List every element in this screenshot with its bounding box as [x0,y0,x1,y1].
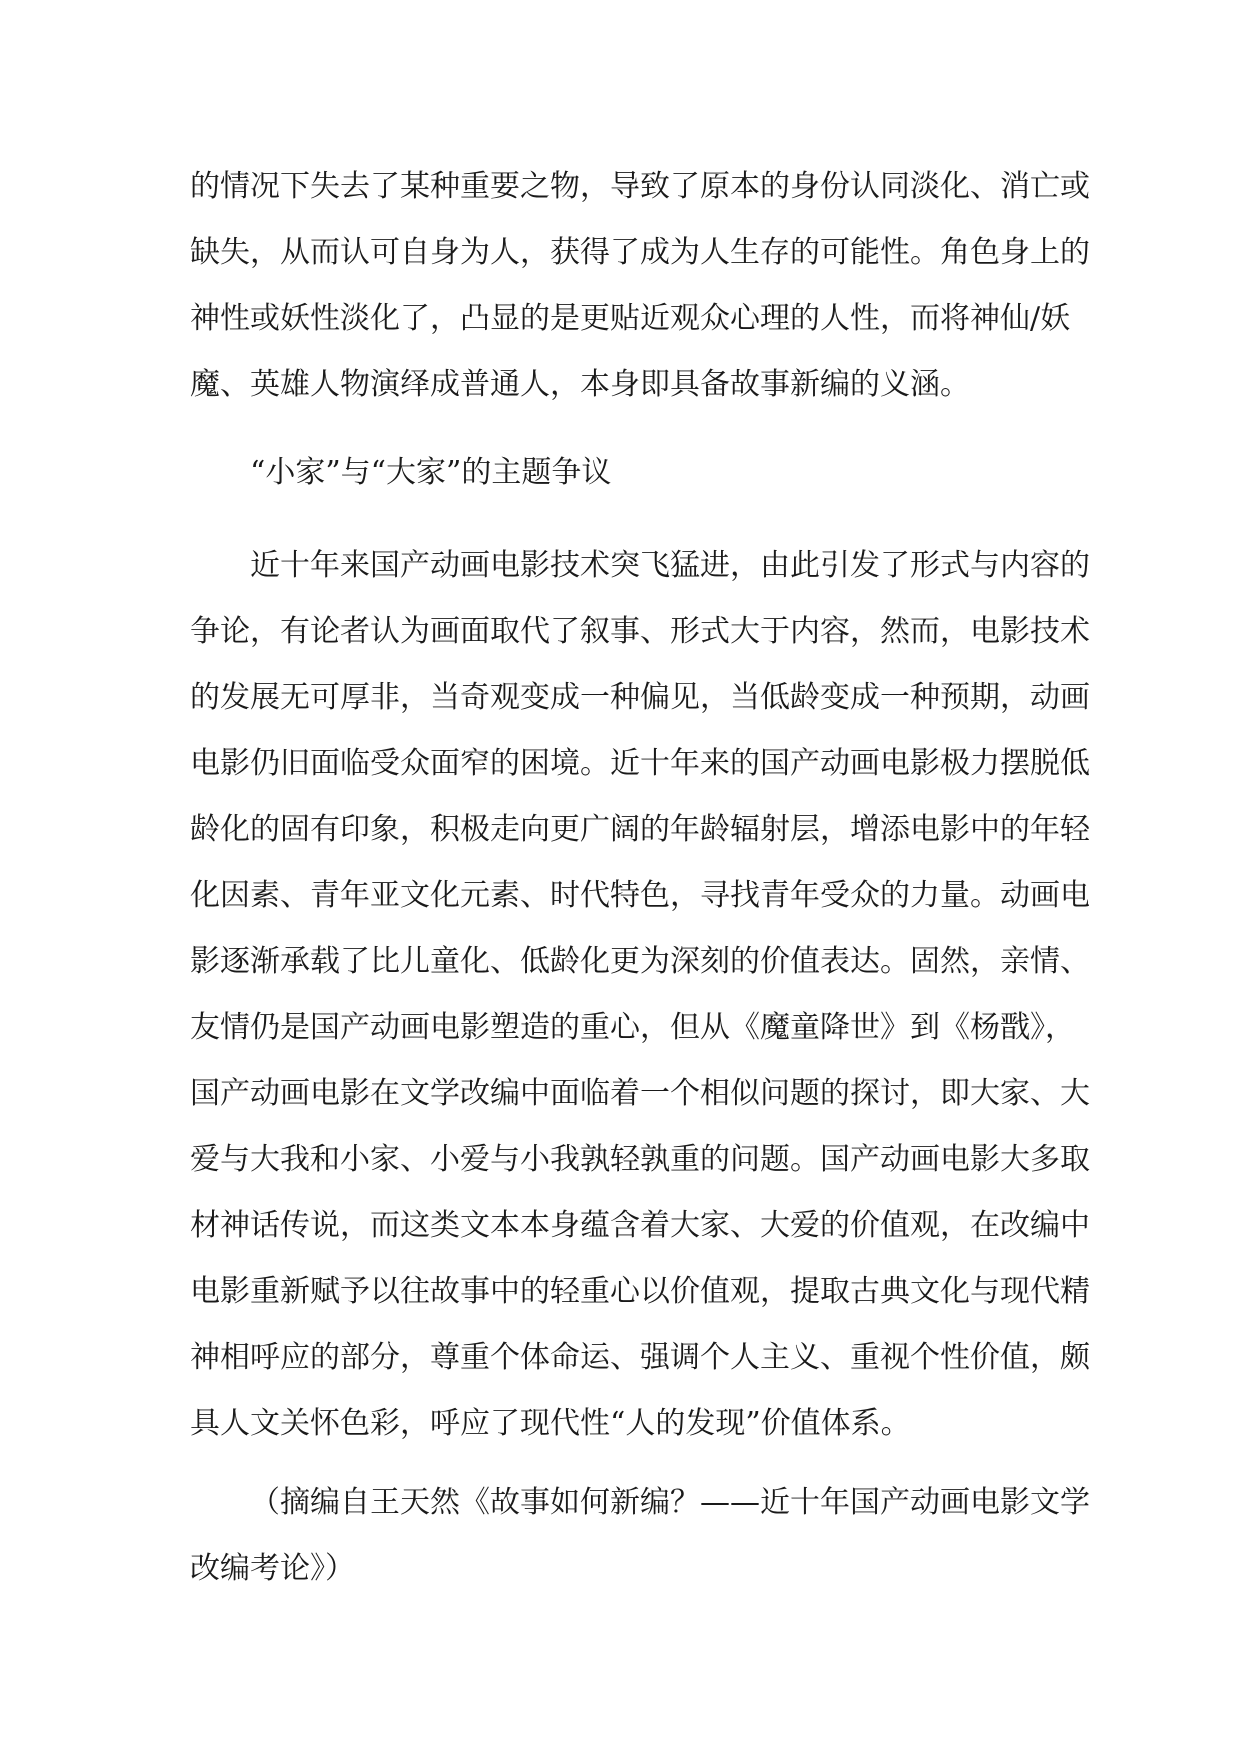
paragraph-line: 的发展无可厚非，当奇观变成一种偏见，当低龄变成一种预期，动画 [190,680,1090,715]
paragraph-body [190,533,1090,1457]
paragraph-line: 国产动画电影在文学改编中面临着一个相似问题的探讨，即大家、大 [190,1076,1090,1111]
paragraph-line: 电影仍旧面临受众面窄的困境。近十年来的国产动画电影极力摆脱低 [190,746,1090,781]
paragraph-line: 具人文关怀色彩，呼应了现代性“人的发现”价值体系。 [190,1406,911,1441]
paragraph-line: 的情况下失去了某种重要之物，导致了原本的身份认同淡化、消亡或 [190,169,1090,204]
paragraph-line: 缺失，从而认可自身为人，获得了成为人生存的可能性。角色身上的 [190,235,1090,270]
paragraph-line: 友情仍是国产动画电影塑造的重心，但从《魔童降世》到《杨戬》， [190,1010,1075,1045]
citation-line: （摘编自王天然《故事如何新编？——近十年国产动画电影文学 [250,1485,1090,1520]
paragraph-line: 材神话传说，而这类文本本身蕴含着大家、大爱的价值观，在改编中 [190,1208,1090,1243]
paragraph-line: 近十年来国产动画电影技术突飞猛进，由此引发了形式与内容的 [250,548,1090,583]
source-citation [190,1470,1090,1602]
paragraph-continuation [190,154,1090,418]
paragraph-line: 电影重新赋予以往故事中的轻重心以价值观，提取古典文化与现代精 [190,1274,1090,1309]
paragraph-line: 争论，有论者认为画面取代了叙事、形式大于内容，然而，电影技术 [190,614,1090,649]
paragraph-line: 龄化的固有印象，积极走向更广阔的年龄辐射层，增添电影中的年轻 [190,812,1090,847]
citation-line: 改编考论》） [190,1551,355,1586]
paragraph-line: 爱与大我和小家、小爱与小我孰轻孰重的问题。国产动画电影大多取 [190,1142,1090,1177]
paragraph-line: 影逐渐承载了比儿童化、低龄化更为深刻的价值表达。固然，亲情、 [190,944,1090,979]
paragraph-line: 魔、英雄人物演绎成普通人，本身即具备故事新编的义涵。 [190,367,970,402]
section-heading [190,440,1052,506]
paragraph-line: 神性或妖性淡化了，凸显的是更贴近观众心理的人性，而将神仙/妖 [190,301,1071,336]
section-heading-text: “小家”与“大家”的主题争议 [250,455,612,490]
paragraph-line: 神相呼应的部分，尊重个体命运、强调个人主义、重视个性价值，颇 [190,1340,1090,1375]
paragraph-line: 化因素、青年亚文化元素、时代特色，寻找青年受众的力量。动画电 [190,878,1090,913]
